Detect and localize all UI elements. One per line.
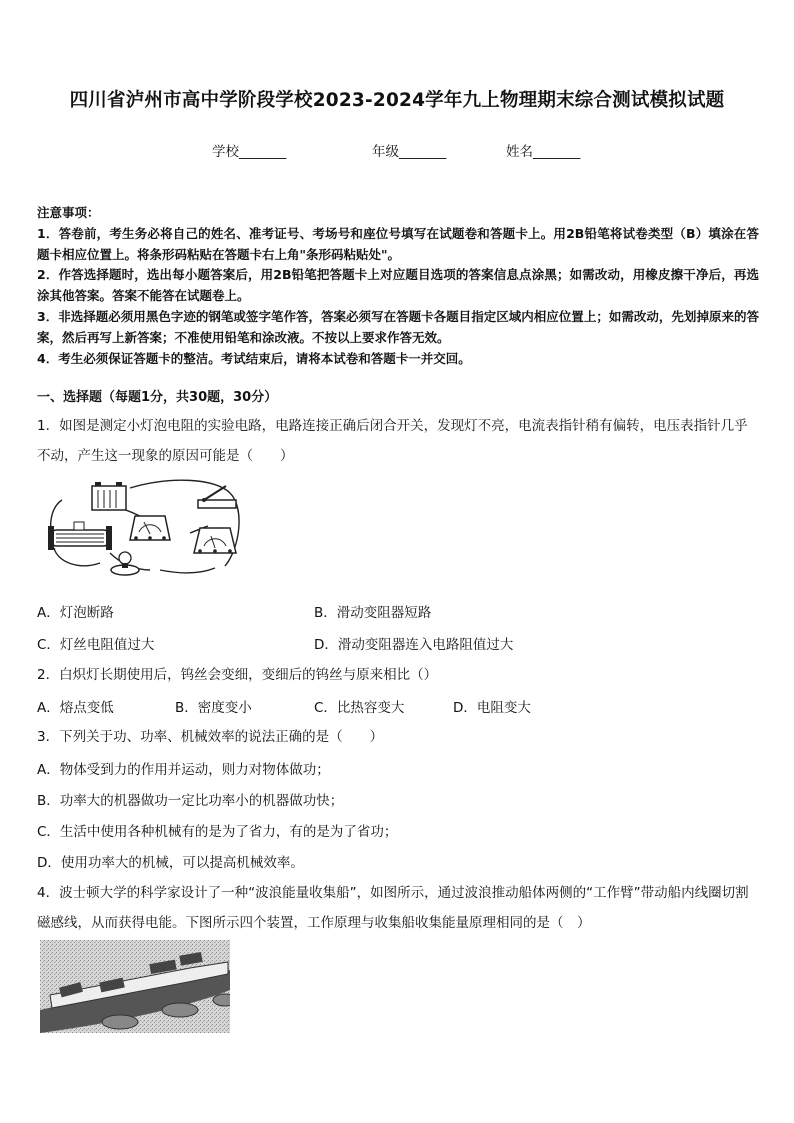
q2-option-b: B．密度变小 [175, 700, 252, 716]
q3-option-a: A．物体受到力的作用并运动，则力对物体做功； [37, 762, 330, 778]
grade-field: 年级_______ [372, 144, 447, 160]
rheostat-icon [48, 522, 112, 550]
student-info-fields [0, 140, 794, 160]
exam-notes [37, 203, 759, 369]
page-title: 四川省泸州市高中学阶段学校2023-2024学年九上物理期末综合测试模拟试题 [69, 90, 725, 111]
note-item: 4．考生必须保证答题卡的整洁。考试结束后，请将本试卷和答题卡一并交回。 [37, 350, 471, 366]
name-field: 姓名_______ [506, 144, 581, 160]
q3-option-d: D．使用功率大的机械，可以提高机械效率。 [37, 855, 304, 871]
q2-option-d: D．电阻变大 [453, 700, 531, 716]
question-3-stem: 3．下列关于功、功率、机械效率的说法正确的是（ ） [37, 729, 384, 745]
voltmeter-icon [194, 528, 236, 553]
switch-icon [198, 486, 236, 508]
question-2-stem: 2．白炽灯长期使用后，钨丝会变细，变细后的钨丝与原来相比（） [37, 667, 438, 683]
q1-option-a: A．灯泡断路 [37, 605, 114, 621]
question-4-stem: 4．波士顿大学的科学家设计了一种“波浪能量收集船”，如图所示，通过波浪推动船体两侧的“工作臂”带动船内线圈切割磁感线，从而获得电能。下图所示四个装置，工作原理与收集船收集能量原理相同的是（ ） [37, 885, 749, 931]
q3-option-b: B．功率大的机器做功一定比功率小的机器做功快； [37, 793, 344, 809]
wave-energy-ship-figure [40, 940, 230, 1033]
notes-heading: 注意事项： [37, 205, 100, 220]
note-item: 3．非选择题必须用黑色字迹的钢笔或签字笔作答，答案必须写在答题卡各题目指定区域内相应位置上；如需改动，先划掉原来的答案，然后再写上新答案；不准使用铅笔和涂改液。不按以上要求作答无效。 [37, 308, 759, 345]
ammeter-icon [130, 516, 170, 540]
q3-option-c: C．生活中使用各种机械有的是为了省力，有的是为了省功； [37, 824, 398, 840]
note-item: 2．作答选择题时，选出每小题答案后，用2B铅笔把答题卡上对应题目选项的答案信息点涂黑；如需改动，用橡皮擦干净后，再选涂其他答案。答案不能答在试题卷上。 [37, 267, 759, 304]
school-field: 学校_______ [212, 144, 287, 160]
battery-icon [92, 482, 126, 510]
q2-option-c: C．比热容变大 [314, 700, 405, 716]
q1-option-c: C．灯丝电阻值过大 [37, 637, 155, 653]
q1-option-b: B．滑动变阻器短路 [314, 605, 432, 621]
lamp-icon [111, 552, 139, 575]
question-1-stem: 1．如图是测定小灯泡电阻的实验电路，电路连接正确后闭合开关，发现灯不亮，电流表指针稍有偏转，电压表指针几乎不动，产生这一现象的原因可能是（ ） [37, 418, 748, 464]
section-heading: 一、选择题（每题1分，共30题，30分） [37, 390, 278, 405]
q2-option-a: A．熔点变低 [37, 700, 114, 716]
note-item: 1．答卷前，考生务必将自己的姓名、准考证号、考场号和座位号填写在试题卷和答题卡上。用2B铅笔将试卷类型（B）填涂在答题卡相应位置上。将条形码粘贴在答题卡右上角"条形码粘贴处"。 [37, 225, 759, 262]
circuit-diagram-figure [40, 478, 250, 583]
q1-option-d: D．滑动变阻器连入电路阻值过大 [314, 637, 514, 653]
